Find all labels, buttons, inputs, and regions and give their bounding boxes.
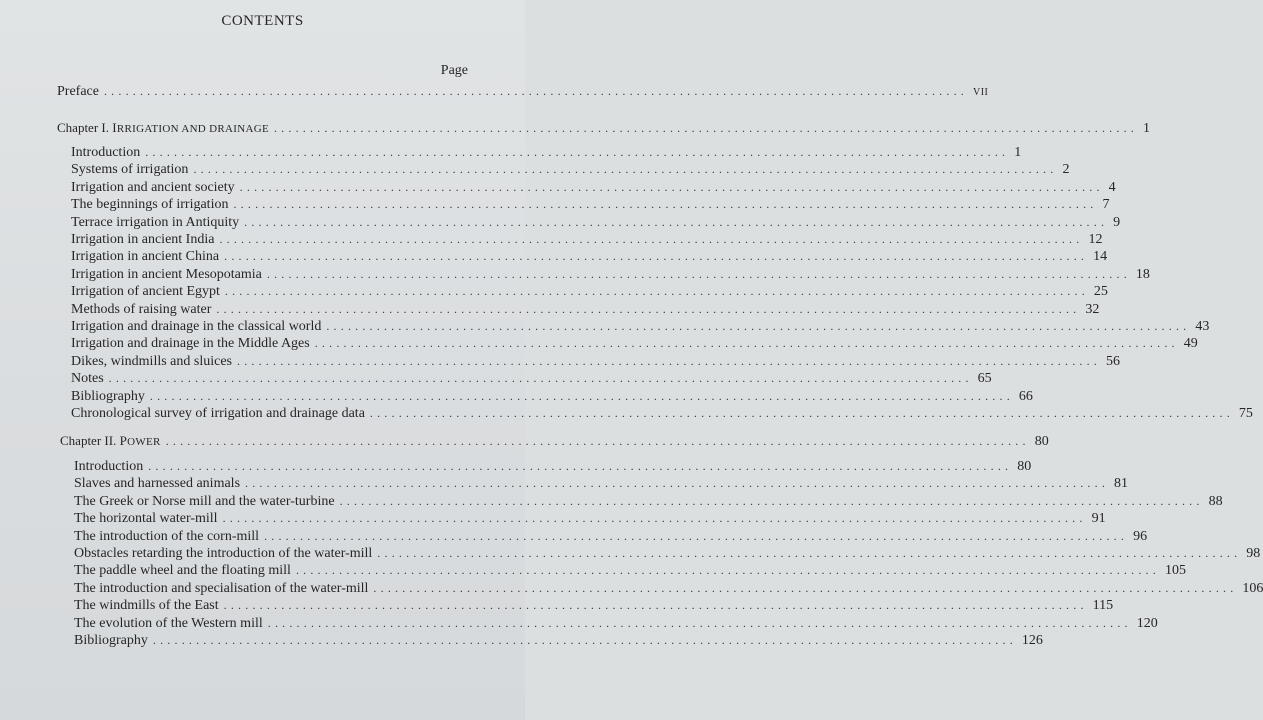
toc-entry-title: Irrigation in ancient India xyxy=(71,232,215,247)
toc-entry xyxy=(71,265,1150,283)
toc-chapter-1 xyxy=(57,119,1150,137)
toc-entry-title: The evolution of the Western mill xyxy=(74,615,263,631)
dot-leader: ........................................................................................................................ xyxy=(222,511,1087,526)
toc-entry-title: The windmills of the East xyxy=(74,598,219,614)
toc-entry-page: 120 xyxy=(1136,615,1158,631)
dot-leader: ........................................................................................................................ xyxy=(273,121,1138,135)
toc-chapter-2 xyxy=(60,432,1049,450)
toc-entry xyxy=(74,544,1261,562)
toc-entry-page: 32 xyxy=(1085,301,1100,317)
dot-leader: ........................................................................................................................ xyxy=(152,633,1017,647)
dot-leader: ........................................................................................................................ xyxy=(233,197,1098,212)
toc-entry-title: Introduction xyxy=(71,145,141,160)
toc-entry-title: Irrigation in ancient Mesopotamia xyxy=(71,266,262,282)
toc-entry-page: 98 xyxy=(1246,546,1261,561)
toc-entry xyxy=(71,369,992,387)
toc-entry xyxy=(74,492,1223,510)
page-column-label: Page xyxy=(440,63,468,78)
page-title: CONTENTS xyxy=(221,13,304,29)
chapter-prefix: Chapter I. xyxy=(57,120,109,135)
toc-entry-page: 88 xyxy=(1208,493,1223,509)
toc-entry xyxy=(71,230,1103,248)
toc-entry-page: 49 xyxy=(1183,336,1198,352)
toc-entry-title: Terrace irrigation in Antiquity xyxy=(71,214,240,230)
toc-entry-page: 126 xyxy=(1021,633,1043,648)
toc-entry-page: 7 xyxy=(1102,197,1110,213)
chapter-title xyxy=(57,119,269,138)
toc-entry-page: 1 xyxy=(1014,145,1022,160)
toc-entry xyxy=(71,334,1198,352)
toc-entry-title: Obstacles retarding the introduction of the water-mill xyxy=(74,546,373,561)
dot-leader: ........................................................................................................................ xyxy=(326,319,1191,333)
dot-leader: ........................................................................................................................ xyxy=(264,528,1129,543)
toc-entry-page: 105 xyxy=(1164,563,1186,579)
toc-entry xyxy=(71,300,1100,318)
toc-entry-title: Bibliography xyxy=(74,633,148,648)
chapter-prefix: Chapter II. xyxy=(60,433,117,448)
dot-leader: ........................................................................................................................ xyxy=(267,615,1132,630)
toc-entry xyxy=(74,631,1043,649)
chapter-title xyxy=(60,432,161,451)
dot-leader: ........................................................................................................................ xyxy=(373,580,1238,595)
dot-leader: ........................................................................................................................ xyxy=(295,563,1160,578)
toc-entry-title: The introduction of the corn-mill xyxy=(74,528,260,544)
dot-leader: ........................................................................................................................ xyxy=(219,232,1084,246)
toc-entry-title: The paddle wheel and the floating mill xyxy=(74,563,291,579)
toc-entry-title: The introduction and specialisation of the water-mill xyxy=(74,580,369,596)
toc-entry xyxy=(71,160,1070,178)
toc-entry-title: Irrigation and drainage in the classical world xyxy=(71,319,322,334)
toc-row-preface xyxy=(57,82,989,100)
dot-leader: ........................................................................................................................ xyxy=(244,214,1109,229)
toc-entry-title: Chronological survey of irrigation and drainage data xyxy=(71,406,365,421)
toc-entry-title: Irrigation and ancient society xyxy=(71,179,235,195)
dot-leader: ........................................................................................................................ xyxy=(149,388,1014,403)
toc-entry-page: 14 xyxy=(1093,249,1108,265)
chapter-name: POWER xyxy=(119,433,161,448)
toc-entry xyxy=(71,178,1116,196)
dot-leader: ........................................................................................................................ xyxy=(314,336,1179,351)
toc-entry xyxy=(71,247,1108,265)
dot-leader: ........................................................................................................................ xyxy=(223,598,1088,613)
toc-entry-title: Notes xyxy=(71,371,104,387)
toc-entry-page: 106 xyxy=(1242,580,1263,596)
toc-entry-page: 18 xyxy=(1135,266,1150,282)
toc-entry-page: 12 xyxy=(1088,232,1103,247)
toc-entry-title: Bibliography xyxy=(71,388,145,404)
toc-entry-page: 75 xyxy=(1238,406,1253,421)
toc-entry-title: Irrigation of ancient Egypt xyxy=(71,284,220,300)
toc-entry-title: Systems of irrigation xyxy=(71,162,189,178)
toc-entry-title: Dikes, windmills and sluices xyxy=(71,353,232,369)
toc-entry xyxy=(71,282,1108,300)
toc-entry-page: 81 xyxy=(1114,476,1129,492)
toc-entry xyxy=(71,317,1210,335)
toc-entry-title: Irrigation in ancient China xyxy=(71,249,220,265)
toc-entry xyxy=(74,527,1148,545)
dot-leader: ........................................................................................................................ xyxy=(245,476,1110,491)
toc-entry xyxy=(71,404,1253,422)
dot-leader: ........................................................................................................................ xyxy=(108,371,973,386)
toc-entry-page: 4 xyxy=(1108,179,1116,195)
toc-entry-title: Introduction xyxy=(74,459,144,474)
dot-leader: ........................................................................................................................ xyxy=(266,266,1131,281)
dot-leader: ........................................................................................................................ xyxy=(103,84,968,98)
toc-entry-page: 2 xyxy=(1062,162,1070,178)
toc-entry-title: Preface xyxy=(57,84,99,99)
toc-entry xyxy=(74,474,1129,492)
dot-leader: ........................................................................................................................ xyxy=(193,162,1058,177)
toc-entry xyxy=(71,387,1033,405)
toc-entry-title: Slaves and harnessed animals xyxy=(74,476,241,492)
toc-entry-page: 80 xyxy=(1017,459,1032,474)
toc-entry-page: 115 xyxy=(1092,598,1114,614)
toc-entry-page: 43 xyxy=(1195,319,1210,334)
toc-entry xyxy=(74,579,1263,597)
toc-entry xyxy=(71,352,1120,370)
dot-leader: ........................................................................................................................ xyxy=(339,493,1204,508)
toc-entry-page: 25 xyxy=(1093,284,1108,300)
toc-entry xyxy=(74,457,1032,475)
dot-leader: ........................................................................................................................ xyxy=(237,353,1101,368)
toc-entry-title: Methods of raising water xyxy=(71,301,212,317)
toc-entry xyxy=(74,509,1106,527)
dot-leader: ........................................................................................................................ xyxy=(148,459,1013,473)
toc-entry-page: 9 xyxy=(1113,214,1121,230)
toc-entry-page: VII xyxy=(972,87,989,98)
toc-entry-page: 91 xyxy=(1091,511,1106,527)
toc-entry xyxy=(74,596,1114,614)
toc-entry-page: 65 xyxy=(977,371,992,387)
toc-entry xyxy=(71,195,1110,213)
toc-entry-page: 56 xyxy=(1106,353,1120,369)
toc-entry xyxy=(74,561,1186,579)
toc-entry-title: The beginnings of irrigation xyxy=(71,197,229,213)
chapter-page: 1 xyxy=(1142,121,1150,136)
toc-entry-page: 66 xyxy=(1018,388,1033,404)
toc-entry xyxy=(71,213,1121,231)
dot-leader: ........................................................................................................................ xyxy=(369,406,1234,420)
dot-leader: ........................................................................................................................ xyxy=(377,546,1242,560)
toc-entry xyxy=(74,614,1158,632)
chapter-page: 80 xyxy=(1034,434,1049,449)
dot-leader: ........................................................................................................................ xyxy=(216,301,1081,316)
dot-leader: ........................................................................................................................ xyxy=(239,179,1104,194)
toc-entry-page: 96 xyxy=(1133,528,1148,544)
toc-entry-title: The horizontal water-mill xyxy=(74,511,218,527)
dot-leader: ........................................................................................................................ xyxy=(145,145,1010,159)
dot-leader: ........................................................................................................................ xyxy=(224,284,1089,299)
chapter-name: IRRIGATION AND DRAINAGE xyxy=(112,120,269,135)
toc-entry-title: The Greek or Norse mill and the water-turbine xyxy=(74,493,335,509)
toc-entry xyxy=(71,143,1022,161)
dot-leader: ........................................................................................................................ xyxy=(224,249,1089,264)
toc-entry-title: Irrigation and drainage in the Middle Ages xyxy=(71,336,310,352)
dot-leader: ........................................................................................................................ xyxy=(165,434,1030,448)
